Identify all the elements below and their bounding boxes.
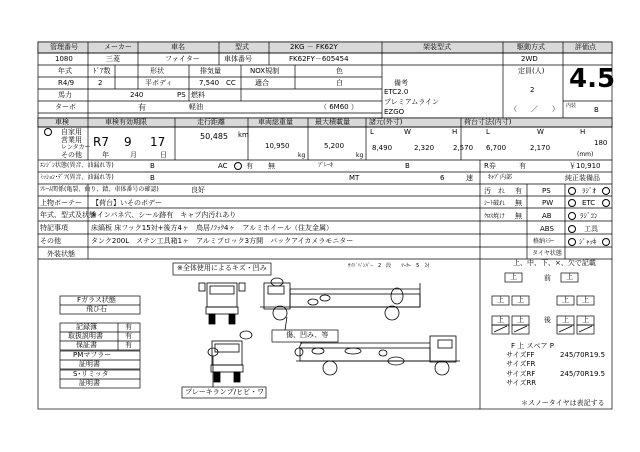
shape-value: 平ボディ [145, 79, 173, 87]
equip-etc: ETC [582, 199, 596, 207]
paren-note: （ ／ ） [510, 105, 559, 113]
displacement-label: 排気量 [200, 67, 221, 75]
score-label: 評価点 [575, 43, 596, 51]
glass-value: 飛び石 [86, 305, 107, 313]
bed-width: 2,170 [530, 144, 551, 152]
nox-value: 適合 [255, 79, 269, 87]
equip-jack: ｼﾞｬｯｷ [579, 238, 597, 246]
hp-label: 馬力 [58, 91, 72, 99]
other-label: その他 [40, 237, 61, 245]
turbo-label: ターボ [55, 103, 76, 111]
model-label: 型式 [235, 43, 249, 51]
bed-length: 6,700 [486, 144, 507, 152]
maker-label: メーカー [104, 43, 132, 51]
engine-label: ｴﾝｼﾞﾝ状態(異音、油漏れ等) [40, 162, 114, 169]
equip-mirror: 格納ﾐﾗｰ [533, 238, 555, 245]
mileage-label: 走行距離 [197, 118, 225, 126]
dim-length: 8,490 [372, 144, 393, 152]
ac-label: AC [218, 162, 228, 170]
fuel-label: 燃料 [191, 91, 205, 99]
inspection-era: R7 [93, 135, 109, 149]
mt-label: MT [349, 174, 360, 182]
equip-mirror-circle [568, 238, 576, 246]
dim-h-label: H [452, 128, 458, 136]
doc-record-value: 有 [125, 323, 132, 331]
exterior-note-3: ブレーキランプ/ヒビ・ワ [185, 388, 265, 396]
interior-seat-value: 無 [515, 199, 522, 207]
interior-dirt-label: 汚 れ [484, 187, 505, 195]
tire-fr: 上 [566, 273, 573, 281]
expiry-label: 車検有効期限 [105, 118, 147, 126]
ac-yes: 有 [246, 162, 253, 170]
private-circle [44, 128, 52, 136]
mgmt-no: 1080 [55, 55, 73, 63]
tire-rr-inner: 上 [562, 296, 569, 304]
turbo-value: 有 [138, 103, 146, 112]
fuel-value: 軽油 [189, 103, 203, 111]
inspection-month: 9 [124, 135, 132, 149]
doc-manual-label: 取扱説明書 [68, 332, 103, 340]
interior-label: 内装 [566, 103, 577, 109]
pm-label: PMマフラー [73, 351, 112, 359]
drive-label: 駆動方式 [517, 43, 545, 51]
year-type-label: 年式、型式及状態 [40, 211, 96, 219]
tire-rl2-inner: 上 [517, 316, 524, 324]
doc-warranty-value: 有 [125, 341, 132, 349]
nox-label: NOX規制 [250, 67, 280, 75]
doc-record-label: 記録簿 [76, 323, 97, 331]
tire-fr-label: サイズFR [506, 360, 536, 368]
tire-rr-label: サイズRR [506, 379, 537, 387]
gvw-value: 10,950 [265, 142, 290, 150]
mission-grade: B [150, 174, 155, 182]
name-label: 車名 [171, 43, 185, 51]
mm-unit: (mm) [577, 151, 594, 158]
doc-manual-value: 有 [125, 332, 132, 340]
glass-label: Fガラス状態 [77, 296, 116, 304]
displacement-value: 7,540 [199, 79, 220, 87]
equip-ps-circle [568, 187, 576, 195]
equip-pw: PW [542, 199, 554, 207]
tire-rf-value: 245/70R19.5 [560, 370, 606, 378]
speed-unit: 速 [466, 174, 473, 182]
engine-grade: B [150, 162, 155, 170]
maxload-unit: kg [356, 152, 364, 159]
r-amount: ￥10,910 [569, 162, 601, 170]
tire-ff-label: サイズFF [506, 351, 535, 359]
frame-label: ﾌﾚｰﾑ関係(亀裂、曲り、錆、車体番号の確認) [40, 186, 159, 193]
interior-seat-label: ｼｰﾄ破れ [484, 200, 506, 207]
year-unit: 年 [102, 151, 109, 159]
tire-rr2-inner: 上 [562, 316, 569, 324]
year-label: 年式 [58, 67, 72, 75]
s-limiter-cert: 証明書 [79, 379, 100, 387]
day-unit: 日 [160, 151, 167, 159]
km-unit: km [238, 131, 249, 139]
tire-label: タイヤ状態 [532, 250, 562, 257]
year-value: R4/9 [58, 79, 75, 87]
tire-spare: F 上 スペア P [511, 342, 554, 350]
capacity-value: 2 [530, 86, 535, 94]
tire-rl2-outer: 上 [497, 316, 504, 324]
tire-rf-label: サイズRF [506, 370, 536, 378]
chassis-no: FK62FY－605454 [289, 55, 349, 63]
exterior-note-1: ※全体使用によるキズ・凹み [177, 264, 267, 272]
business-label: 営業用 [61, 136, 82, 144]
interior-grade: B [594, 106, 599, 114]
frame-value: 良好 [191, 186, 205, 194]
exterior-note-2: 傷、凹み、等 [286, 331, 329, 339]
equip-tools: 工具 [584, 225, 598, 233]
interior-cloth-label: ｸﾛｽ焼け [484, 213, 506, 220]
tire-diagram [492, 273, 594, 334]
tire-ff-value: 245/70R19.5 [560, 351, 606, 359]
equip-radio: ﾗｼﾞｵ [582, 187, 596, 195]
interior-dirt-value: 有 [515, 187, 522, 195]
tire-rl-outer: 上 [497, 296, 504, 304]
upper-value: 【荷台】いそのボデー [92, 199, 162, 207]
mgmt-no-label: 管理番号 [50, 43, 78, 51]
cc-unit: CC [226, 79, 236, 87]
drive-value: 2WD [521, 55, 538, 63]
bed-l-label: L [486, 128, 490, 136]
mileage-value: 50,485 [200, 132, 228, 141]
equip-ab: AB [542, 212, 552, 220]
year-type-value: ※インパネ穴、シール跡有 キャブ内汚れあり [91, 211, 237, 219]
transmission: （ 6M60 ） [320, 103, 358, 111]
snow-note: ＊スノータイヤは表記する [521, 399, 605, 407]
tire-front-label: 前 [544, 274, 551, 282]
equip-abs-circle [568, 225, 576, 233]
dim-l-label: L [370, 128, 374, 136]
brake-grade: B [405, 162, 410, 170]
dim-w-label: W [404, 128, 411, 136]
ac-no: 無 [268, 162, 275, 170]
tire-rear-label: 後 [544, 316, 551, 324]
private-label: 自家用 [61, 128, 82, 136]
equip-ab-circle [568, 212, 576, 220]
chassis-label: 車体番号 [224, 55, 252, 63]
inspection-day: 17 [150, 135, 166, 149]
bed-height: 180 [594, 139, 608, 147]
gvw-label: 車両総重量 [258, 118, 293, 126]
bed-w-label: W [537, 128, 544, 136]
hp-value: 240 [130, 91, 144, 99]
bed-label: 荷台寸法(内寸) [464, 118, 512, 126]
equip-ps: PS [542, 187, 551, 195]
score-value: 4.5 [569, 64, 616, 94]
model-value: 2KG － FK62Y [290, 43, 338, 51]
gvw-unit: kg [298, 152, 306, 159]
note-line-1: ETC2.0 [384, 88, 409, 96]
upper-label: 上物ボーテー [40, 199, 82, 207]
rental-label: レンタカー [61, 144, 91, 151]
truck-diagram [199, 278, 460, 387]
body-label: 架装型式 [423, 43, 451, 51]
month-unit: 月 [130, 151, 137, 159]
pm-cert: 証明書 [79, 360, 100, 368]
doc-warranty-label: 保証書 [76, 341, 97, 349]
ps-unit: PS [177, 91, 186, 99]
vehicle-name: ファイター [165, 55, 200, 63]
doors-value: 2 [98, 79, 103, 87]
capacity-label: 定員(人) [518, 67, 545, 75]
equip-jack-circle [602, 238, 610, 246]
equipment-label: 純正装備品 [565, 174, 600, 182]
shape-label: 形状 [150, 67, 164, 75]
inspection-label: 車検 [55, 118, 69, 126]
dim-height: 2,570 [453, 144, 474, 152]
interior-cloth-value: 無 [515, 212, 522, 220]
maxload-label: 最大積載量 [315, 118, 350, 126]
maker: 三菱 [106, 55, 120, 63]
special-label: 特記事項 [40, 224, 68, 232]
side-view-text: ｻｲﾄﾞﾊﾞﾝﾊﾟｰ 2 段 ﾏｰｶｰ 5 対 [348, 263, 430, 269]
color-label: 色 [336, 67, 343, 75]
equip-pw-circle [568, 199, 576, 207]
notes-label: 備考 [394, 79, 408, 87]
tire-rr-outer: 上 [582, 296, 589, 304]
tire-rr2-outer: 上 [582, 316, 589, 324]
cab-label: ｷｬﾌﾞ内部 [488, 174, 513, 181]
doors-label: ﾄﾞｱ数 [93, 67, 111, 75]
special-value: 床縞板 床フック15対+後方4ヶ 鳥居ﾉﾌｯｸ4ヶ アルミホイール（住友金属） [91, 224, 333, 232]
equip-etc-circle [602, 199, 610, 207]
s-limiter-label: S･リミッタ [73, 370, 109, 378]
mission-label: ﾐｯｼｮﾝ･ﾃﾞﾌ(異音、油漏れ等) [40, 174, 114, 181]
maxload-value: 5,200 [324, 142, 345, 150]
color-value: 白 [336, 79, 343, 87]
dims-label: 諸元(外寸) [369, 118, 403, 126]
ac-circle [234, 162, 242, 170]
note-line-3: EZGO [384, 108, 405, 116]
other-label: その他 [61, 151, 82, 159]
dim-width: 2,320 [414, 144, 435, 152]
equip-abs: ABS [540, 225, 554, 233]
bed-h-label: H [580, 128, 586, 136]
equip-radio-circle [602, 187, 610, 195]
gears: 6 [440, 174, 445, 182]
other-value: タンク200L ステン工具箱1ヶ アルミブロック3方開 バックアイカメラモニター [91, 237, 354, 245]
r-value: 有 [519, 162, 526, 170]
tire-legend: 上、中、下、×、欠で記載 [513, 259, 596, 267]
tire-fl: 上 [510, 273, 517, 281]
exterior-label: 外装状態 [47, 250, 75, 258]
r-label: R券 [484, 162, 496, 170]
tire-rl-inner: 上 [517, 296, 524, 304]
equip-radicon: ﾗｼﾞｺﾝ [580, 212, 598, 220]
brake-label: ﾌﾞﾚｰｷ [318, 162, 334, 169]
note-line-2: プレミアムライン [384, 98, 440, 106]
